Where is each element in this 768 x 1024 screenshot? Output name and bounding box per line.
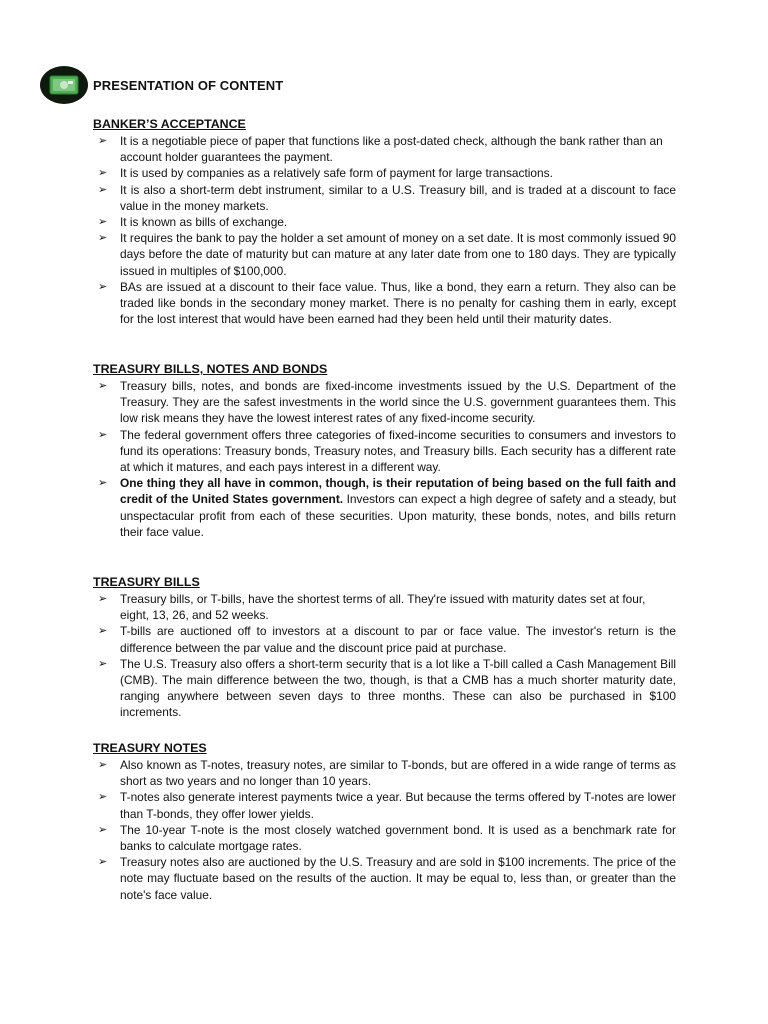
- list-item: [93, 378, 676, 427]
- list-item-text: T-bills are auctioned off to investors at a discount to par or face value. The investor's return is the difference between the par value and the discount price paid at purchase.: [120, 624, 676, 655]
- list-item-text: It is also a short-term debt instrument, similar to a U.S. Treasury bill, and is traded at a discount to face value in the money markets.: [120, 182, 676, 213]
- bullet-list: [93, 133, 676, 327]
- banknote-graphic: [49, 74, 79, 96]
- list-item: [93, 854, 676, 903]
- list-item-bold-text: One thing they all have in common, though, is their reputation of being based on the full faith and credit of the United States government.: [120, 476, 676, 507]
- list-item-text: Also known as T-notes, treasury notes, are similar to T-bonds, but are offered in a wide range of terms as short as two years and no longer than 10 years.: [120, 758, 676, 789]
- bullet-list: [93, 591, 676, 721]
- list-item: [93, 822, 676, 854]
- arrow-bullet-icon: ➢: [98, 625, 108, 638]
- list-item-text: BAs are issued at a discount to their face value. Thus, like a bond, they earn a return. They also can be traded like bonds in the secondary money market. There is no penalty for cashing them in early, except for the lost interest that would have been earned had they been held until their maturity dates.: [120, 279, 676, 327]
- bullet-list: [93, 378, 676, 540]
- arrow-bullet-icon: ➢: [98, 428, 108, 441]
- list-item: [93, 279, 676, 328]
- arrow-bullet-icon: ➢: [98, 380, 108, 392]
- list-item: [93, 165, 676, 181]
- arrow-bullet-icon: ➢: [98, 232, 108, 245]
- section-treasury-notes: [93, 740, 676, 903]
- list-item: [93, 182, 676, 214]
- page-title: PRESENTATION OF CONTENT: [93, 78, 284, 93]
- list-item: [93, 214, 676, 230]
- arrow-bullet-icon: ➢: [98, 791, 108, 804]
- section-treasury-bills-notes-bonds: [93, 361, 676, 540]
- section-heading: TREASURY NOTES: [93, 741, 207, 755]
- list-item: [93, 230, 676, 279]
- list-item-text: The federal government offers three categories of fixed-income securities to consumers and investors to fund its operations: Treasury bonds, Treasury notes, and Treasury bills. Each security has a different rate at which it matures, and each pays interest in a different way.: [120, 427, 676, 475]
- arrow-bullet-icon: ➢: [98, 657, 108, 670]
- list-item-text: Treasury notes also are auctioned by the U.S. Treasury and are sold in $100 increments. The price of the note may fluctuate based on the results of the auction. It may be equal to, less than, or greater than the note's face value.: [120, 855, 676, 902]
- money-icon: [40, 66, 88, 104]
- section-treasury-bills: [93, 574, 676, 721]
- list-item: [93, 757, 676, 789]
- list-item-text: Treasury bills, notes, and bonds are fixed-income investments issued by the U.S. Department of the Treasury. They are the safest investments in the world since the U.S. government guarantees them. This low risk means they have the lowest interest rates of any fixed-income security.: [120, 379, 676, 426]
- list-item-text: T-notes also generate interest payments twice a year. But because the terms offered by T-notes are lower than T-bonds, they offer lower yields.: [120, 790, 676, 821]
- list-item: [93, 133, 676, 165]
- arrow-bullet-icon: ➢: [98, 216, 108, 229]
- arrow-bullet-icon: ➢: [98, 823, 108, 836]
- list-item: [93, 789, 676, 821]
- list-item-text: The U.S. Treasury also offers a short-term security that is a lot like a T-bill called a Cash Management Bill (CMB). The main difference between the two, though, is that a CMB has a much shorter maturity date, ranging anywhere between seven days to three months. These can also be purchased in $100 increments.: [120, 656, 676, 720]
- list-item-text: Treasury bills, or T-bills, have the shortest terms of all. They're issued with maturity dates set at four, eight, 13, 26, and 52 weeks.: [120, 592, 646, 623]
- arrow-bullet-icon: ➢: [98, 759, 108, 771]
- list-item-text: Investors can expect a high degree of safety and a steady, but unspectacular profit from each of these securities. Upon maturity, these bonds, notes, and bills return their face value.: [120, 492, 676, 539]
- list-item: [93, 475, 676, 540]
- section-bankers-acceptance: [93, 116, 676, 327]
- list-item: [93, 656, 676, 721]
- list-item: [93, 591, 676, 623]
- arrow-bullet-icon: ➢: [98, 593, 108, 605]
- section-heading: TREASURY BILLS, NOTES AND BONDS: [93, 362, 328, 376]
- arrow-bullet-icon: ➢: [98, 477, 108, 490]
- list-item: [93, 623, 676, 655]
- section-heading: BANKER’S ACCEPTANCE: [93, 117, 246, 131]
- arrow-bullet-icon: ➢: [98, 280, 108, 293]
- arrow-bullet-icon: ➢: [98, 167, 108, 180]
- arrow-bullet-icon: ➢: [98, 856, 108, 869]
- section-heading: TREASURY BILLS: [93, 575, 200, 589]
- arrow-bullet-icon: ➢: [98, 135, 108, 147]
- arrow-bullet-icon: ➢: [98, 183, 108, 196]
- list-item-text: The 10-year T-note is the most closely watched government bond. It is used as a benchmark rate for banks to calculate mortgage rates.: [120, 822, 676, 854]
- list-item-text: It is known as bills of exchange.: [120, 215, 288, 230]
- list-item-text: It requires the bank to pay the holder a set amount of money on a set date. It is most commonly issued 90 days before the date of maturity but can mature at any later date from one to 180 days. They are typically issued in multiples of $100,000.: [120, 231, 676, 278]
- bullet-list: [93, 757, 676, 903]
- list-item-text: It is used by companies as a relatively safe form of payment for large transactions.: [120, 166, 553, 181]
- list-item-text: It is a negotiable piece of paper that functions like a post-dated check, although the bank rather than an account holder guarantees the payment.: [120, 134, 663, 165]
- list-item: [93, 427, 676, 476]
